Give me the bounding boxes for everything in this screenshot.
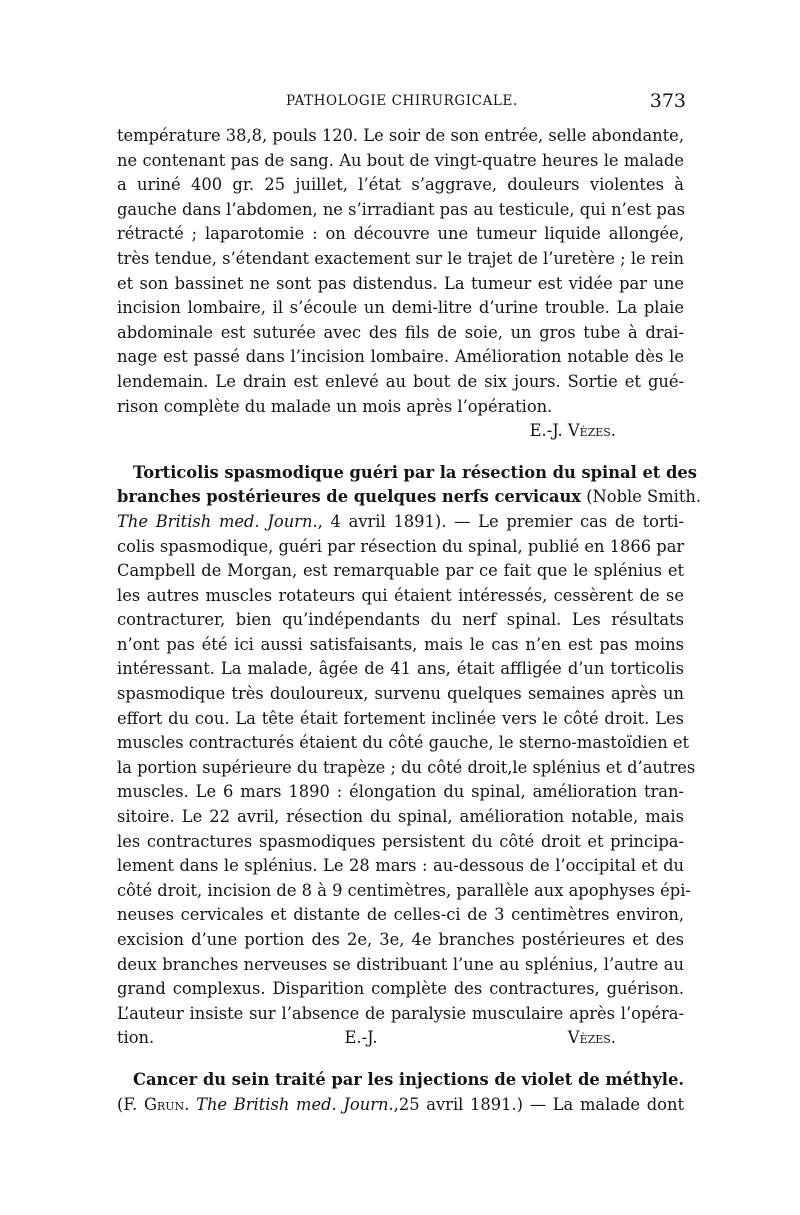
text-line: n’ont pas été ici aussi satisfaisants, mais le cas n’en est pas moins [117,634,684,654]
article-cancer-sein [117,1068,684,1117]
text-line: et son bassinet ne sont pas distendus. La tumeur est vidée par une [117,273,684,293]
text-line: les contractures spasmodiques persistent du côté droit et principa- [117,831,684,851]
text-line: muscles. Le 6 mars 1890 : élongation du spinal, amélioration tran- [117,782,684,802]
article-title-line: Torticolis spasmodique guéri par la résection du spinal et des [133,462,697,482]
text-line: lement dans le splénius. Le 28 mars : au-dessous de l’occipital et du [117,856,684,876]
text-line: côté droit, incision de 8 à 9 centimètres, parallèle aux apophyses épi- [117,880,691,900]
text-line: spasmodique très douloureux, survenu quelques semaines après un [117,684,684,704]
text-line: ne contenant pas de sang. Au bout de vingt-quatre heures le malade [117,150,684,170]
author-signature: E.-J. Vèzes. [529,421,616,441]
journal-name: The British med. Journ. [117,511,318,531]
author-signature: E.-J. Vèzes. [344,1028,616,1048]
article-reference-line: (F. Grun. The British med. Journ.,25 avril 1891.) — La malade dont [117,1094,685,1114]
text-line: la portion supérieure du trapèze ; du côté droit,le splénius et d’autres [117,757,696,777]
page-body [117,124,702,1117]
text-line: colis spasmodique, guéri par résection du spinal, publié en 1866 par [117,536,685,556]
text-line: grand complexus. Disparition complète des contractures, guérison. [117,979,684,999]
page-number: 373 [649,90,686,112]
text-line: abdominale est suturée avec des fils de soie, un gros tube à drai- [117,322,684,342]
text-line: deux branches nerveuses se distribuant l’une au splénius, l’autre au [117,954,684,974]
journal-name: The British med. Journ. [196,1094,394,1114]
text-line: neuses cervicales et distante de celles-ci de 3 centimètres environ, [117,905,684,925]
article-title-line: branches postérieures de quelques nerfs cervicaux (Noble Smith. [117,487,702,507]
paragraph-continued [117,124,684,444]
text-line: intéressant. La malade, âgée de 41 ans, était affligée d’un torticolis [117,659,684,679]
text-line: rison complète du malade un mois après l’opération. [117,396,553,416]
article-torticolis [117,461,702,1051]
text-line: Campbell de Morgan, est remarquable par ce fait que le splénius et [117,561,684,581]
text-line: contracturer, bien qu’indépendants du nerf spinal. Les résultats [117,610,684,630]
text-line: très tendue, s’étendant exactement sur le trajet de l’uretère ; le rein [117,248,684,268]
running-title: PATHOLOGIE CHIRURGICALE. [286,93,518,109]
text-line: muscles contracturés étaient du côté gauche, le sterno-mastoïdien et [117,733,690,753]
text-line: a uriné 400 gr. 25 juillet, l’état s’aggrave, douleurs violentes à [117,175,684,195]
author-name: Grun. [144,1094,190,1114]
text-line: température 38,8, pouls 120. Le soir de son entrée, selle abondante, [117,126,684,145]
article-reference-line: The British med. Journ., 4 avril 1891). — Le premier cas de torti- [117,511,685,531]
text-line: excision d’une portion des 2e, 3e, 4e branches postérieures et des [117,930,684,949]
text-line: incision lombaire, il s’écoule un demi-litre d’urine trouble. La plaie [117,298,684,318]
text-line: rétracté ; laparotomie : on découvre une tumeur liquide allongée, [117,224,684,244]
text-line: nage est passé dans l’incision lombaire. Amélioration notable dès le [117,347,684,367]
text-line: lendemain. Le drain est enlevé au bout de six jours. Sortie et gué- [117,371,684,391]
text-line: gauche dans l’abdomen, ne s’irradiant pas au testicule, qui n’est pas [117,199,685,219]
text-line: les autres muscles rotateurs qui étaient intéressés, cessèrent de se [117,585,684,605]
article-title-line: Cancer du sein traité par les injections de violet de méthyle. [133,1069,685,1089]
text-line: L’auteur insiste sur l’absence de paralysie musculaire après l’opéra- [117,1003,684,1023]
last-word: tion. [117,1028,155,1048]
closing-line [117,1026,684,1051]
text-line: effort du cou. La tête était fortement inclinée vers le côté droit. Les [117,708,684,728]
text-line: sitoire. Le 22 avril, résection du spinal, amélioration notable, mais [117,807,684,827]
